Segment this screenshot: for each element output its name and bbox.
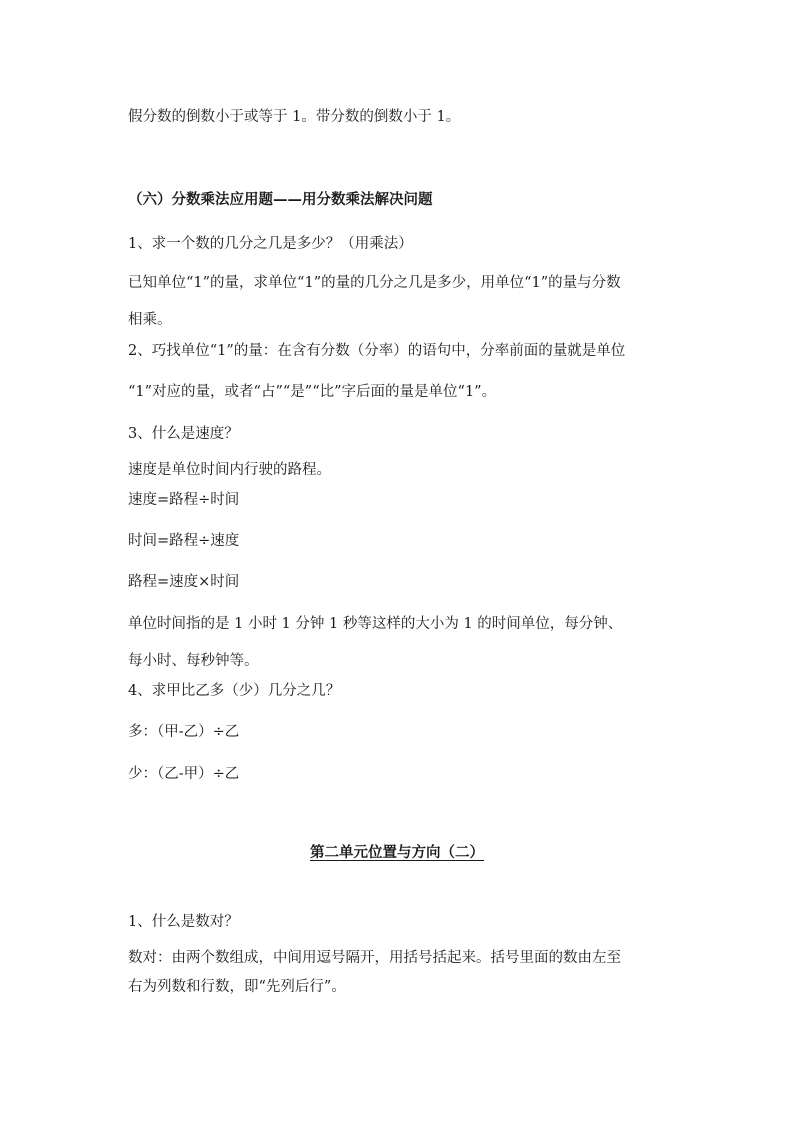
formula-less: 少：（乙-甲）÷乙 (128, 766, 240, 782)
text-line: 假分数的倒数小于或等于 1。带分数的倒数小于 1。 (128, 109, 461, 125)
formula-time: 时间=路程÷速度 (128, 533, 240, 549)
text-line: 数对：由两个数组成，中间用逗号隔开，用括号括起来。括号里面的数由左至 (128, 950, 621, 966)
text-line: “1”对应的量，或者“占”“是”“比”字后面的量是单位“1”。 (128, 384, 497, 400)
formula-more: 多：（甲-乙）÷乙 (128, 724, 240, 740)
text-line: 单位时间指的是 1 小时 1 分钟 1 秒等这样的大小为 1 的时间单位，每分钟、 (128, 616, 623, 632)
text-line: 每小时、每秒钟等。 (128, 653, 259, 669)
unit-title-text: 第二单元位置与方向（二） (310, 844, 484, 861)
formula-distance: 路程=速度×时间 (128, 574, 240, 590)
unit-title (0, 843, 794, 863)
text-line: 相乘。 (128, 312, 172, 328)
question-pair: 1、什么是数对？ (128, 914, 239, 930)
question-1: 1、求一个数的几分之几是多少？（用乘法） (128, 236, 413, 252)
question-3: 3、什么是速度？ (128, 426, 239, 442)
formula-speed: 速度=路程÷时间 (128, 492, 240, 508)
text-line: 右为列数和行数，即“先列后行”。 (128, 979, 346, 995)
question-4: 4、求甲比乙多（少）几分之几？ (128, 683, 341, 699)
text-line: 速度是单位时间内行驶的路程。 (128, 462, 331, 478)
text-line: 已知单位“1”的量，求单位“1”的量的几分之几是多少，用单位“1”的量与分数 (128, 275, 621, 291)
question-2: 2、巧找单位“1”的量：在含有分数（分率）的语句中，分率前面的量就是单位 (128, 343, 626, 359)
section-heading: （六）分数乘法应用题——用分数乘法解决问题 (128, 191, 433, 208)
